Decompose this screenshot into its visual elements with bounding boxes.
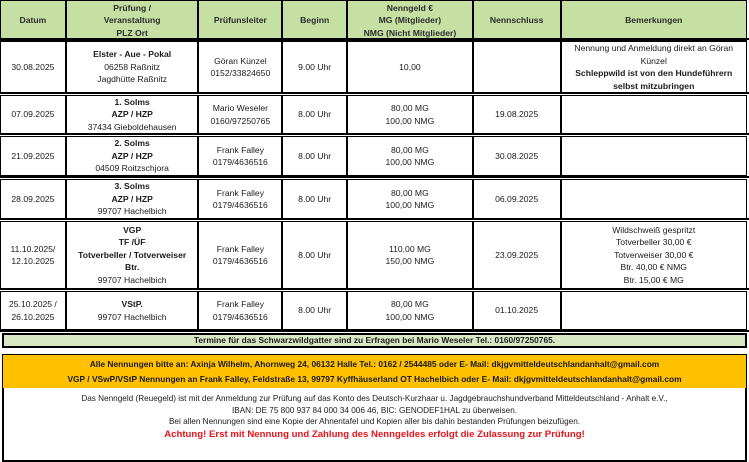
cell-nenngeld-text: 80,00 MG <box>391 144 429 155</box>
cell-pruefung <box>67 222 200 288</box>
table-row <box>0 136 747 176</box>
table-row <box>0 291 747 330</box>
cell-bemerkungen <box>562 292 746 329</box>
cell-nennschluss-text: 30.08.2025 <box>495 150 539 161</box>
cell-bemerkungen <box>562 96 746 133</box>
cell-pruefung-text: 2. Solms <box>114 138 150 149</box>
cell-pruefung <box>67 137 200 175</box>
cell-nennschluss <box>474 96 562 133</box>
cell-nenngeld-text: 80,00 MG <box>391 187 429 198</box>
cell-pruefung <box>67 180 200 218</box>
cell-datum-text: 30.08.2025 <box>11 61 55 72</box>
notes-iban-line: IBAN: DE 75 800 937 84 000 34 006 46, BIC: GENODEF1HAL zu überweisen. <box>231 405 518 415</box>
cell-pruefungsleiter-text: 0179/4636516 <box>212 256 268 266</box>
cell-nennschluss <box>474 137 562 175</box>
cell-nenngeld <box>348 42 474 92</box>
cell-nennschluss-text: 19.08.2025 <box>495 109 539 120</box>
cell-beginn-text: 9.00 Uhr <box>298 61 332 72</box>
row-divider <box>0 133 749 135</box>
cell-nennschluss-text: 01.10.2025 <box>495 305 539 316</box>
notes-line: Das Nenngeld (Reuegeld) ist mit der Anmeldung zur Prüfung auf das Konto des Deutsch-Kurzhaar u. Jagdgebrauchshundverband Mitteldeutschland - Anhalt e.V., <box>81 394 668 403</box>
cell-nennschluss-text: 23.09.2025 <box>495 249 539 260</box>
cell-pruefungsleiter-text: Göran Künzel <box>214 55 267 66</box>
cell-pruefungsleiter <box>199 180 283 218</box>
header-beginn <box>283 1 348 40</box>
cell-datum <box>1 180 67 218</box>
header-bemerkungen <box>562 1 746 40</box>
cell-datum <box>1 222 67 288</box>
cell-pruefungsleiter-text: 0179/4636516 <box>212 157 268 167</box>
cell-pruefung-text: Totverbeller / Totverweiser <box>78 249 187 260</box>
cell-beginn <box>283 42 348 92</box>
cell-nenngeld-text: 110,00 MG <box>388 243 431 254</box>
cell-datum-text: 26.10.2025 <box>11 311 55 322</box>
header-nenngeld-line: NMG (Nicht Mitglieder) <box>363 27 457 38</box>
cell-datum <box>1 42 67 92</box>
cell-nenngeld <box>348 222 474 288</box>
cell-bemerkungen-text: Künzel <box>640 55 667 66</box>
cell-pruefung-text: 3. Solms <box>114 181 150 192</box>
cell-datum-text: 21.09.2025 <box>11 150 55 161</box>
cell-pruefung-text: 37434 Gieboldehausen <box>87 121 177 132</box>
table-row <box>0 95 747 134</box>
row-divider <box>0 218 749 220</box>
cell-pruefung-text: 99707 Hachelbich <box>97 274 167 285</box>
row-divider <box>0 288 749 290</box>
cell-nennschluss <box>474 180 562 218</box>
cell-pruefungsleiter-text: Frank Falley <box>216 144 264 155</box>
cell-nenngeld-text: 100,00 NMG <box>385 200 435 210</box>
cell-beginn-text: 8.00 Uhr <box>298 305 332 316</box>
row-divider <box>0 38 749 40</box>
cell-nenngeld-text: 150,00 NMG <box>385 256 435 266</box>
cell-pruefungsleiter <box>199 222 283 288</box>
cell-datum <box>1 292 67 329</box>
cell-beginn <box>283 96 348 133</box>
contact-line: VGP / VSwP/VStP Nennungen an Frank Falley, Feldstraße 13, 99797 Kyffhäuserland OT Hachelbich oder E- Mail: dkjgvmitteldeutschlandanhalt@gmail.com <box>67 374 682 384</box>
cell-bemerkungen-text: Btr. 15,00 € MG <box>623 274 684 285</box>
cell-nenngeld-text: 80,00 MG <box>391 103 429 113</box>
cell-pruefungsleiter-text: Frank Falley <box>216 187 264 198</box>
header-pruefung-line: Veranstaltung <box>103 15 161 26</box>
row-divider <box>0 330 749 332</box>
cell-nenngeld <box>348 137 474 175</box>
cell-pruefung-text: TF /ÜF <box>118 237 146 248</box>
cell-bemerkungen-text: Totverweiser 30,00 € <box>614 249 694 260</box>
cell-beginn <box>283 222 348 288</box>
cell-beginn-text: 8.00 Uhr <box>298 109 332 120</box>
cell-pruefung-text: 1. Solms <box>114 96 150 107</box>
cell-pruefung <box>67 96 200 133</box>
cell-pruefung-text: AZP / HZP <box>111 150 153 161</box>
cell-pruefung-text: 99707 Hachelbich <box>97 206 167 217</box>
cell-nenngeld <box>348 180 474 218</box>
cell-pruefungsleiter <box>199 96 283 133</box>
schwarzwildgatter-note-text: Termine für das Schwarzwildgatter sind zu Erfragen bei Mario Weseler Tel.: 0160/97250765. <box>193 335 556 345</box>
cell-nenngeld-text: 100,00 NMG <box>385 311 435 322</box>
cell-nennschluss <box>474 222 562 288</box>
cell-pruefungsleiter-text: Frank Falley <box>216 299 264 309</box>
cell-bemerkungen-text: Wildschweiß gespritzt <box>612 224 696 235</box>
cell-datum-text: 25.10.2025 / <box>9 299 57 309</box>
cell-beginn <box>283 137 348 175</box>
header-nennschluss-label: Nennschluss <box>489 15 544 26</box>
cell-datum-text: 28.09.2025 <box>11 193 55 204</box>
cell-nennschluss <box>474 42 562 92</box>
cell-nenngeld <box>348 292 474 329</box>
header-datum <box>1 1 67 40</box>
notes-line: Bei allen Nennungen sind eine Kopie der Ahnentafel und Kopien aller bis dahin bestanden Prüfungen beizufügen. <box>168 417 581 427</box>
header-datum-label: Datum <box>19 15 47 26</box>
cell-pruefungsleiter <box>199 42 283 92</box>
cell-pruefung-text: 99707 Hachelbich <box>97 311 167 322</box>
cell-pruefung-text: AZP / HZP <box>111 193 153 204</box>
cell-pruefung-text: Btr. <box>124 262 140 273</box>
cell-pruefung <box>67 42 200 92</box>
cell-pruefungsleiter <box>199 292 283 329</box>
header-pruefung-line: PLZ Ort <box>116 27 148 38</box>
notes-warning: Achtung! Erst mit Nennung und Zahlung des Nenngeldes erfolgt die Zulassung zur Prüfung! <box>164 428 585 440</box>
cell-pruefungsleiter <box>199 137 283 175</box>
cell-nenngeld-text: 80,00 MG <box>391 299 429 309</box>
contact-line: Alle Nennungen bitte an: Axinja Wilhelm, Ahornweg 24, 06132 Halle Tel.: 0162 / 2544485 oder E- Mail: dkjgvmitteldeutschlandanhalt@gmail.com <box>89 359 660 369</box>
header-nenngeld-line: MG (Mitglieder) <box>378 15 442 26</box>
header-nennschluss <box>474 1 562 40</box>
table-row <box>0 41 747 93</box>
cell-datum <box>1 137 67 175</box>
cell-beginn <box>283 180 348 218</box>
cell-pruefung-text: AZP / HZP <box>111 109 153 120</box>
cell-nennschluss <box>474 292 562 329</box>
cell-beginn <box>283 292 348 329</box>
table-row <box>0 179 747 219</box>
cell-nenngeld-text: 10,00 <box>399 61 421 72</box>
cell-pruefungsleiter-text: Mario Weseler <box>212 103 268 113</box>
cell-nennschluss-text: 06.09.2025 <box>495 193 539 204</box>
cell-pruefungsleiter-text: Frank Falley <box>216 243 264 254</box>
cell-bemerkungen <box>562 42 746 92</box>
cell-pruefung-text: 06258 Raßnitz <box>104 61 161 72</box>
cell-bemerkungen-text: Schleppwild ist von den Hundeführern <box>575 68 733 78</box>
header-nenngeld <box>348 1 474 40</box>
cell-pruefung-text: Elster - Aue - Pokal <box>93 49 172 60</box>
cell-beginn-text: 8.00 Uhr <box>298 150 332 161</box>
cell-bemerkungen-text: selbst mitzubringen <box>613 80 695 91</box>
cell-nenngeld-text: 100,00 NMG <box>385 115 435 126</box>
cell-bemerkungen-text: Btr. 40,00 € NMG <box>620 262 687 273</box>
cell-datum-text: 12.10.2025 <box>11 256 55 266</box>
cell-bemerkungen <box>562 222 746 288</box>
cell-pruefung <box>67 292 200 329</box>
cell-bemerkungen-text: Totverbeller 30,00 € <box>616 237 692 248</box>
cell-pruefungsleiter-text: 0160/97250765 <box>210 115 271 126</box>
cell-bemerkungen <box>562 180 746 218</box>
contact-box <box>2 354 747 388</box>
cell-pruefung-text: Jagdhütte Raßnitz <box>97 74 168 85</box>
row-divider <box>0 92 749 94</box>
cell-nenngeld-text: 100,00 NMG <box>385 157 435 167</box>
header-pruefung <box>67 1 200 40</box>
header-nenngeld-line: Nenngeld € <box>386 2 434 13</box>
cell-pruefung-text: VGP <box>123 224 142 235</box>
header-pruefungsleiter <box>199 1 283 40</box>
schwarzwildgatter-note <box>2 333 747 348</box>
table-header <box>0 0 747 41</box>
cell-nenngeld <box>348 96 474 133</box>
cell-beginn-text: 8.00 Uhr <box>298 249 332 260</box>
cell-beginn-text: 8.00 Uhr <box>298 193 332 204</box>
cell-pruefungsleiter-text: 0179/4636516 <box>212 200 268 210</box>
cell-datum-text: 11.10.2025/ <box>10 243 56 254</box>
cell-datum <box>1 96 67 133</box>
header-pruefung-line: Prüfung / <box>113 2 151 13</box>
table-row <box>0 221 747 289</box>
header-beginn-label: Beginn <box>300 15 330 26</box>
cell-bemerkungen <box>562 137 746 175</box>
cell-datum-text: 07.09.2025 <box>11 109 55 120</box>
header-pruefungsleiter-label: Prüfunsleiter <box>213 15 267 26</box>
cell-pruefung-text: 04509 Roitzschjora <box>95 163 169 174</box>
header-bemerkungen-label: Bemerkungen <box>625 15 683 26</box>
cell-pruefung-text: VStP. <box>121 299 143 309</box>
cell-bemerkungen-text: Nennung und Anmeldung direkt an Göran <box>574 43 734 53</box>
cell-pruefungsleiter-text: 0152/33824650 <box>210 68 271 78</box>
row-divider <box>0 176 749 178</box>
cell-pruefungsleiter-text: 0179/4636516 <box>212 311 268 322</box>
payment-notes <box>2 388 747 462</box>
